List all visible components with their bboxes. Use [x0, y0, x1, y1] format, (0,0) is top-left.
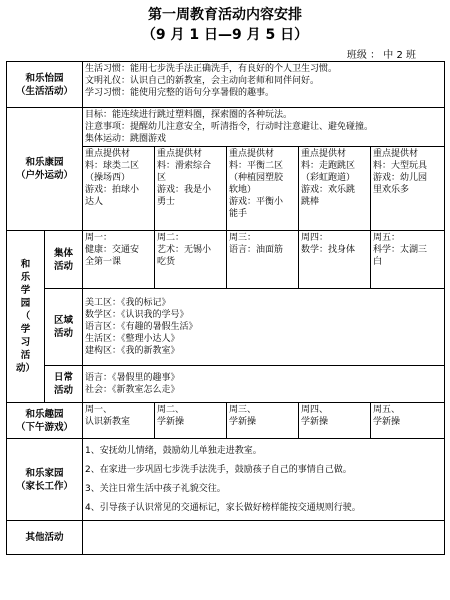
area-line: 建构区：《我的新教室》: [85, 346, 180, 356]
fun-label-sub: （下午游戏）: [16, 421, 74, 433]
day-text: 数学：找身体: [301, 245, 356, 255]
group-label: 活动: [54, 260, 74, 272]
area-text: 重点提供材: [157, 149, 203, 159]
day-text: 周二、: [157, 405, 185, 415]
fun-label: 和乐趣园: [25, 408, 64, 420]
area-activity-header: [45, 289, 83, 366]
area-line: 生活区：《整理小达人》: [85, 334, 180, 344]
life-line: 文明礼仪：认识自己的新教室，会主动向老师和同伴问好。: [85, 76, 320, 86]
area-text: 料：走跑跳区: [301, 161, 356, 171]
fun-header: [7, 403, 83, 439]
outdoor-line: 注意事项：提醒幼儿注意安全，听清指令，行动时注意避让、避免碰撞。: [85, 122, 374, 132]
family-line: 2、在家进一步巩固七步洗手法洗手，鼓励孩子自己的事情自己做。: [85, 464, 352, 475]
day-text: 语言：油面筋: [229, 245, 284, 255]
family-header: [7, 439, 83, 521]
area-text: （种植园塑胶: [229, 173, 284, 183]
area-text: 跳棒: [301, 197, 320, 207]
life-row: [7, 62, 445, 108]
other-label: 其他活动: [25, 532, 64, 543]
day-text: 周五、: [373, 405, 401, 415]
fun-day-3: [227, 403, 299, 439]
family-line: 4、引导孩子认识常见的交通标记，家长做好榜样能按交通规则行驶。: [85, 502, 361, 513]
area-text: 里欢乐多: [373, 185, 410, 195]
life-line: 学习习惯：能使用完整的语句分享暑假的趣事。: [85, 88, 275, 98]
daily-activity-header: [45, 366, 83, 403]
area-text: 能手: [229, 209, 248, 219]
group-activity-header: [45, 231, 83, 289]
daily-line: 语言：《暑假里的趣事》: [85, 373, 180, 383]
study-label-char: 和: [20, 259, 31, 270]
life-content: [83, 62, 445, 108]
area-text: 重点提供材: [373, 149, 419, 159]
outdoor-area-5: [371, 147, 445, 231]
outdoor-area-4: [299, 147, 371, 231]
day-text: 周四：: [301, 233, 329, 243]
outdoor-area-3: [227, 147, 299, 231]
outdoor-label: 和乐康园: [25, 157, 64, 168]
daily-label: 日常: [54, 372, 74, 383]
day-text: 健康：交通安: [85, 245, 140, 255]
area-text: 游戏：欢乐跳: [301, 185, 356, 195]
day-text: 全第一课: [85, 257, 122, 267]
family-content: [83, 439, 445, 521]
family-label-sub: （家长工作）: [16, 480, 74, 492]
fun-day-5: [371, 403, 445, 439]
outdoor-area-1: [83, 147, 155, 231]
area-text: 料：大型玩具: [373, 161, 428, 171]
area-line: 语言区：《有趣的暑假生活》: [85, 322, 198, 332]
day-text: 学新操: [157, 417, 185, 427]
area-text: 软地）: [229, 185, 257, 195]
day-text: 科学：太湖三: [373, 245, 428, 255]
day-text: 周一、: [85, 405, 113, 415]
study-label-char: 习: [20, 337, 31, 348]
group-day-3: [227, 231, 299, 289]
area-activity-content: [83, 289, 445, 366]
outdoor-row: [7, 108, 445, 147]
study-area-row: [7, 289, 445, 366]
fun-row: [7, 403, 445, 439]
study-label-char: 乐: [20, 272, 31, 283]
day-text: 周二：: [157, 233, 185, 243]
area-text: 游戏：幼儿园: [373, 173, 428, 183]
area-text: 游戏：拍球小: [85, 185, 140, 195]
outdoor-area-2: [155, 147, 227, 231]
group-label: 集体: [54, 247, 74, 259]
area-text: 料：滑索综合: [157, 161, 212, 171]
class-label: 班级 ： 中 2 班: [346, 50, 416, 61]
outdoor-line: 目标：能连续进行跳过塑料圈，探索圈的各种玩法。: [85, 110, 293, 120]
study-label-char: 动）: [15, 363, 35, 374]
area-line: 美工区：《我的标记》: [85, 298, 171, 308]
outdoor-line: 集体运动：跳圈游戏: [85, 134, 167, 144]
area-text: 重点提供材: [301, 149, 347, 159]
daily-line: 社会：《新教室怎么走》: [85, 385, 180, 395]
study-label-char: 园: [20, 298, 31, 309]
day-text: 艺术：无锡小: [157, 245, 212, 255]
date-range: （9 月 1 日—9 月 5 日）: [141, 27, 309, 43]
outdoor-header: [7, 108, 83, 231]
life-label-sub: （生活活动）: [16, 85, 74, 97]
daily-label: 活动: [54, 385, 74, 396]
area-text: （操场西）: [85, 173, 131, 183]
area-text: 游戏：我是小: [157, 185, 212, 195]
day-text: 白: [373, 257, 383, 267]
group-day-5: [371, 231, 445, 289]
study-label-char: 学: [20, 285, 31, 296]
area-text: 料：平衡二区: [229, 161, 284, 171]
area-label: 区域: [54, 315, 74, 326]
day-text: 周三：: [229, 233, 257, 243]
day-text: 认识新教室: [85, 417, 131, 427]
area-text: 料：球类二区: [85, 161, 140, 171]
study-header: [7, 231, 45, 403]
day-text: 学新操: [301, 417, 329, 427]
area-label: 活动: [54, 328, 74, 339]
area-line: 数学区：《认识我的学号》: [85, 310, 189, 320]
area-text: 达人: [85, 197, 104, 207]
fun-day-1: [83, 403, 155, 439]
area-text: （彩虹跑道）: [301, 173, 356, 183]
outdoor-goal: [83, 108, 445, 147]
group-day-2: [155, 231, 227, 289]
group-day-1: [83, 231, 155, 289]
group-day-4: [299, 231, 371, 289]
page-title: 第一周教育活动内容安排: [148, 7, 302, 23]
area-text: 重点提供材: [229, 149, 275, 159]
daily-activity-content: [83, 366, 445, 403]
area-text: 勇士: [157, 197, 176, 207]
fun-day-4: [299, 403, 371, 439]
outdoor-label-sub: （户外运动）: [16, 170, 74, 181]
life-header: [7, 62, 83, 108]
study-label-char: 活: [20, 350, 31, 361]
other-row: [7, 521, 445, 555]
area-text: 游戏：平衡小: [229, 197, 284, 207]
life-label: 和乐怡园: [25, 72, 64, 84]
day-text: 周三、: [229, 405, 257, 415]
other-header: [7, 521, 83, 555]
other-content: [83, 521, 445, 555]
day-text: 学新操: [229, 417, 257, 427]
family-row: [7, 439, 445, 521]
schedule-table: [6, 61, 445, 555]
area-text: 区: [157, 173, 167, 183]
day-text: 吃货: [157, 257, 176, 267]
day-text: 周一：: [85, 233, 113, 243]
fun-day-2: [155, 403, 227, 439]
day-text: 周五：: [373, 233, 401, 243]
day-text: 周四、: [301, 405, 329, 415]
study-group-row: [7, 231, 445, 289]
family-line: 1、安抚幼儿情绪，鼓励幼儿单独走进教室。: [85, 445, 262, 456]
area-text: 重点提供材: [85, 149, 131, 159]
study-label-char: 学: [20, 324, 31, 335]
day-text: 学新操: [373, 417, 401, 427]
family-label: 和乐家园: [25, 467, 64, 479]
family-line: 3、关注日常生活中孩子礼貌交往。: [85, 483, 226, 494]
study-daily-row: [7, 366, 445, 403]
study-label-char: （: [20, 311, 31, 322]
life-line: 生活习惯：能用七步洗手法正确洗手，有良好的个人卫生习惯。: [85, 64, 338, 74]
